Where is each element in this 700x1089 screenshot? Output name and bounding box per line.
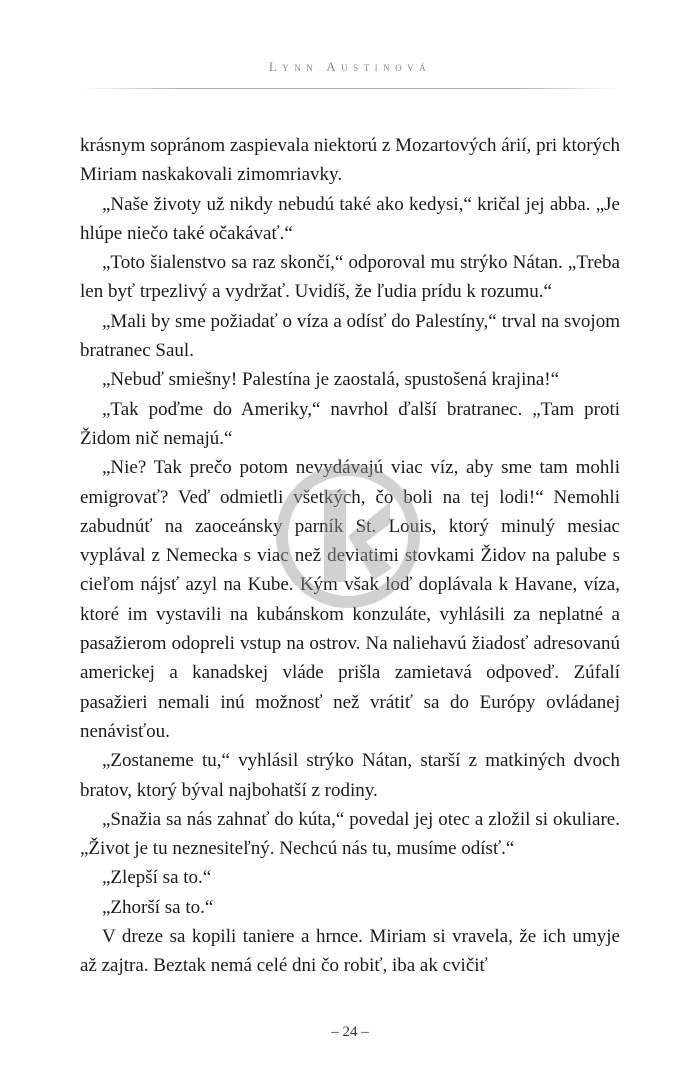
paragraph: „Nie? Tak prečo potom nevydávajú viac víz, aby sme tam mohli emigrovať? Veď odmietli všetkých, čo boli na tej lodi!“ Nemohli zabudnúť na zaoceánsky parník St. Louis, ktorý minulý mesiac vyplával z Nemecka s viac než deviatimi stovkami Židov na palube s cieľom nájsť azyl na Kube. Kým však loď doplávala k Havane, víza, ktoré im vystavili na kubánskom konzuláte, vyhlásili za neplatné a pasažierom odopreli vstup na ostrov. Na naliehavú žiadosť adresovanú americkej a kanadskej vláde prišla zamietavá odpoveď. Zúfalí pasažieri nemali inú možnosť než vrátiť sa do Európy ovládanej nenávisťou. (80, 457, 620, 742)
paragraph: „Tak poďme do Ameriky,“ navrhol ďalší bratranec. „Tam proti Židom nič nemajú.“ (80, 398, 620, 449)
header-divider (80, 88, 620, 89)
running-header: Lynn Austinová (268, 59, 432, 74)
paragraph: „Nebuď smiešny! Palestína je zaostalá, spustošená krajina!“ (102, 369, 560, 391)
paragraph: „Toto šialenstvo sa raz skončí,“ odporoval mu strýko Nátan. „Treba len byť trpezlivý a vydržať. Uvidíš, že ľudia prídu k rozumu.“ (80, 252, 620, 303)
paragraph: „Snažia sa nás zahnať do kúta,“ povedal jej otec a zložil si okuliare. „Život je tu neznesiteľný. Nechcú nás tu, musíme odísť.“ (80, 808, 620, 860)
paragraph: „Mali by sme požiadať o víza a odísť do Palestíny,“ trval na svojom bratranec Saul. (80, 310, 620, 362)
page-number: – 24 – (331, 1024, 369, 1040)
paragraph: „Naše životy už nikdy nebudú také ako kedysi,“ kričal jej abba. „Je hlúpe niečo také očakávať.“ (80, 193, 620, 244)
paragraph: „Zostaneme tu,“ vyhlásil strýko Nátan, starší z matkiných dvoch bratov, ktorý býval najbohatší z rodiny. (80, 750, 620, 801)
paragraph: V dreze sa kopili taniere a hrnce. Miriam si vravela, že ich umyje až zajtra. Beztak nemá celé dni čo robiť, iba ak cvičiť (80, 926, 620, 977)
body-text (80, 131, 620, 981)
paragraph: „Zlepší sa to.“ (102, 867, 212, 889)
paragraph: krásnym sopránom zaspievala niektorú z Mozartových árií, pri ktorých Miriam naskakovali zimomriavky. (80, 135, 620, 186)
paragraph: „Zhorší sa to.“ (102, 896, 214, 918)
